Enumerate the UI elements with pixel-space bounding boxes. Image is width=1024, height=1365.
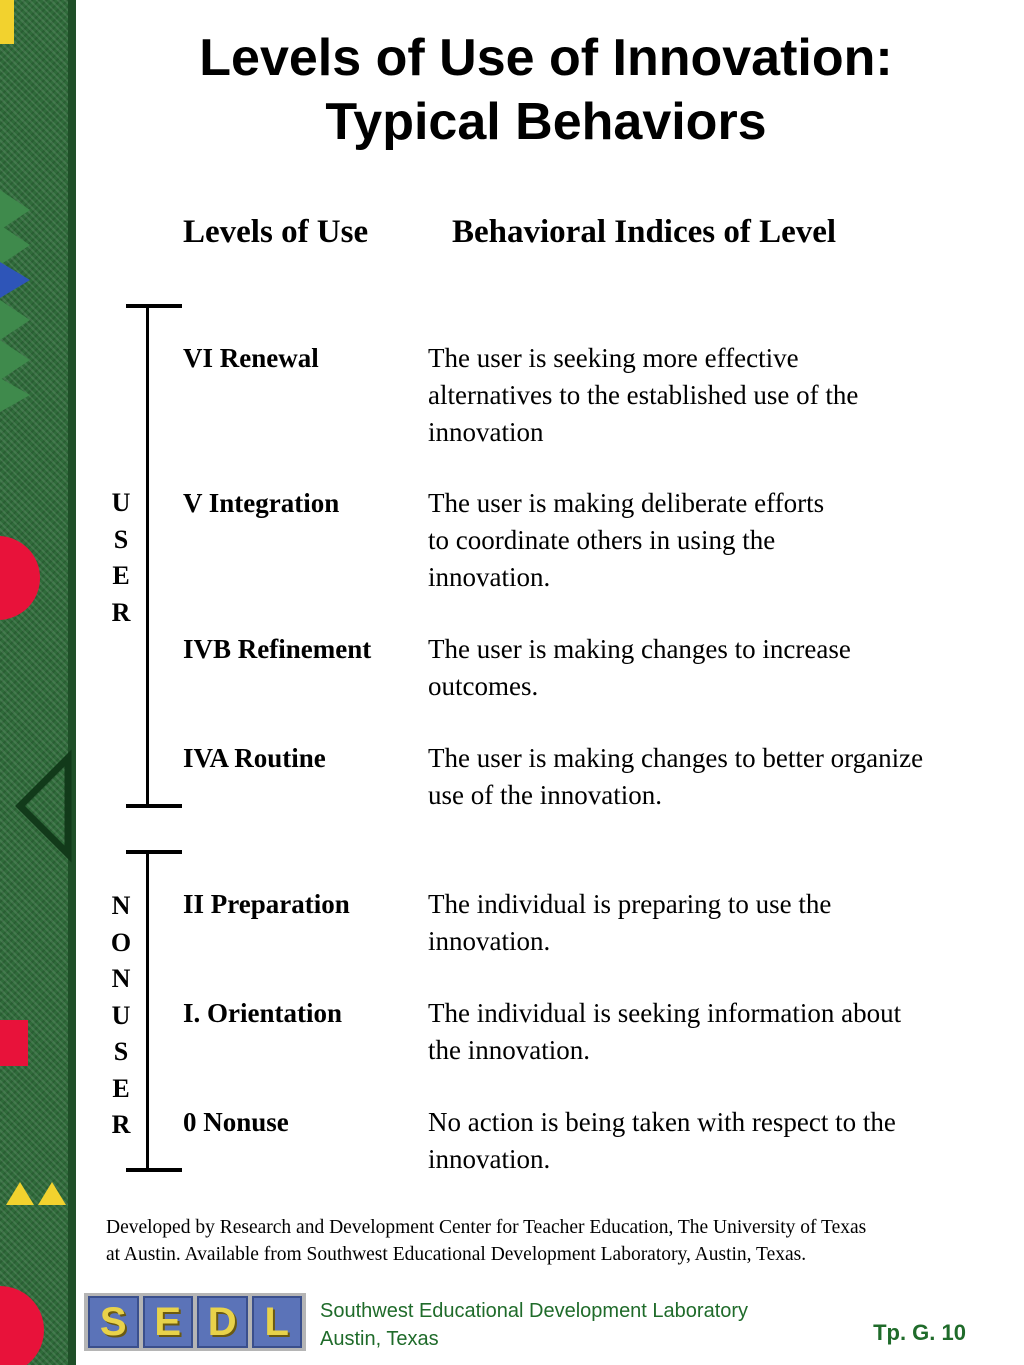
- level-label: 0 Nonuse: [183, 1107, 289, 1137]
- title-line: Typical Behaviors: [325, 93, 767, 151]
- level-description: [428, 485, 998, 596]
- description-line: No action is being taken with respect to the: [428, 1107, 896, 1137]
- user-letter: S: [113, 524, 129, 554]
- yellow-triangle-shape: [6, 1182, 34, 1205]
- green-triangle-shape: [0, 190, 30, 230]
- description-line: use of the innovation.: [428, 780, 662, 810]
- user-bracket-bottom: [126, 804, 182, 808]
- user-letter: R: [111, 597, 131, 627]
- logo-letter: D: [197, 1296, 248, 1348]
- user-vertical-label: [108, 485, 134, 631]
- description-line: to coordinate others in using the: [428, 525, 776, 555]
- user-letter: U: [111, 488, 131, 517]
- description-line: The individual is preparing to use the: [428, 889, 832, 919]
- description-line: the innovation.: [428, 1035, 590, 1065]
- nonuser-bracket-bottom: [126, 1168, 182, 1172]
- green-triangle-shape: [0, 340, 30, 380]
- description-line: innovation.: [428, 1144, 551, 1174]
- description-line: innovation.: [428, 926, 551, 956]
- red-circle-shape: [0, 1286, 44, 1365]
- nonuser-letter: R: [111, 1110, 131, 1139]
- user-letter: E: [112, 561, 130, 590]
- nonuser-bracket-top: [126, 850, 182, 854]
- red-block-shape: [0, 1020, 28, 1066]
- yellow-triangle-shape: [38, 1182, 66, 1205]
- description-line: The user is making changes to better organize: [428, 743, 924, 773]
- level-label: II Preparation: [183, 889, 350, 919]
- nonuser-letter: N: [111, 964, 131, 993]
- credit-line: at Austin. Available from Southwest Educational Development Laboratory, Austin, Texas.: [106, 1244, 807, 1265]
- org-line: Austin, Texas: [320, 1328, 439, 1350]
- nonuser-letter: U: [111, 1000, 131, 1030]
- level-description: [428, 886, 998, 960]
- description-line: outcomes.: [428, 671, 539, 701]
- page-title: [96, 26, 996, 154]
- title-line: Levels of Use of Innovation:: [199, 29, 893, 87]
- logo-letter: E: [143, 1296, 194, 1348]
- red-circle-shape: [0, 536, 40, 620]
- level-label: IVB Refinement: [183, 634, 372, 664]
- diamond-outline-shape: [20, 758, 68, 854]
- description-line: The user is making deliberate efforts: [428, 488, 825, 518]
- nonuser-letter: N: [111, 891, 131, 920]
- behaviors-header: Behavioral Indices of Level: [452, 214, 837, 250]
- user-bracket-line: [146, 306, 149, 806]
- nonuser-bracket-line: [146, 852, 149, 1170]
- green-triangle-shape: [0, 300, 30, 340]
- nonuser-letter: O: [110, 927, 132, 957]
- credit-line: Developed by Research and Development Center for Teacher Education, The University of Texas: [106, 1217, 867, 1238]
- level-description: [428, 740, 998, 814]
- level-label: I. Orientation: [183, 998, 342, 1028]
- organization-name: [320, 1297, 748, 1353]
- nonuser-letter: E: [112, 1073, 130, 1103]
- level-description: [428, 995, 998, 1069]
- nonuser-letter: S: [113, 1037, 129, 1066]
- page-number: Tp. G. 10: [873, 1320, 966, 1345]
- level-label: VI Renewal: [183, 343, 319, 373]
- description-line: The user is making changes to increase: [428, 634, 851, 664]
- org-line: Southwest Educational Development Laboratory: [320, 1300, 749, 1322]
- level-description: [428, 1104, 998, 1178]
- description-line: innovation: [428, 417, 544, 447]
- level-label: IVA Routine: [183, 743, 326, 773]
- strip-shapes: [0, 0, 76, 1365]
- description-line: The user is seeking more effective: [428, 343, 799, 373]
- blue-triangle-shape: [0, 262, 30, 298]
- level-description: [428, 631, 998, 705]
- green-triangle-shape: [0, 378, 30, 412]
- credit-note: [106, 1214, 1006, 1268]
- green-triangle-shape: [0, 225, 30, 265]
- logo-letter: L: [252, 1296, 303, 1348]
- sedl-logo: [84, 1293, 306, 1351]
- yellow-block-shape: [0, 0, 14, 44]
- level-description: [428, 340, 998, 451]
- user-bracket-top: [126, 304, 182, 308]
- level-label: V Integration: [183, 488, 340, 518]
- description-line: innovation.: [428, 562, 551, 592]
- levels-header: Levels of Use: [183, 214, 369, 250]
- logo-letter: S: [88, 1296, 139, 1348]
- description-line: The individual is seeking information about: [428, 998, 902, 1028]
- description-line: alternatives to the established use of the: [428, 380, 859, 410]
- nonuser-vertical-label: [108, 888, 134, 1144]
